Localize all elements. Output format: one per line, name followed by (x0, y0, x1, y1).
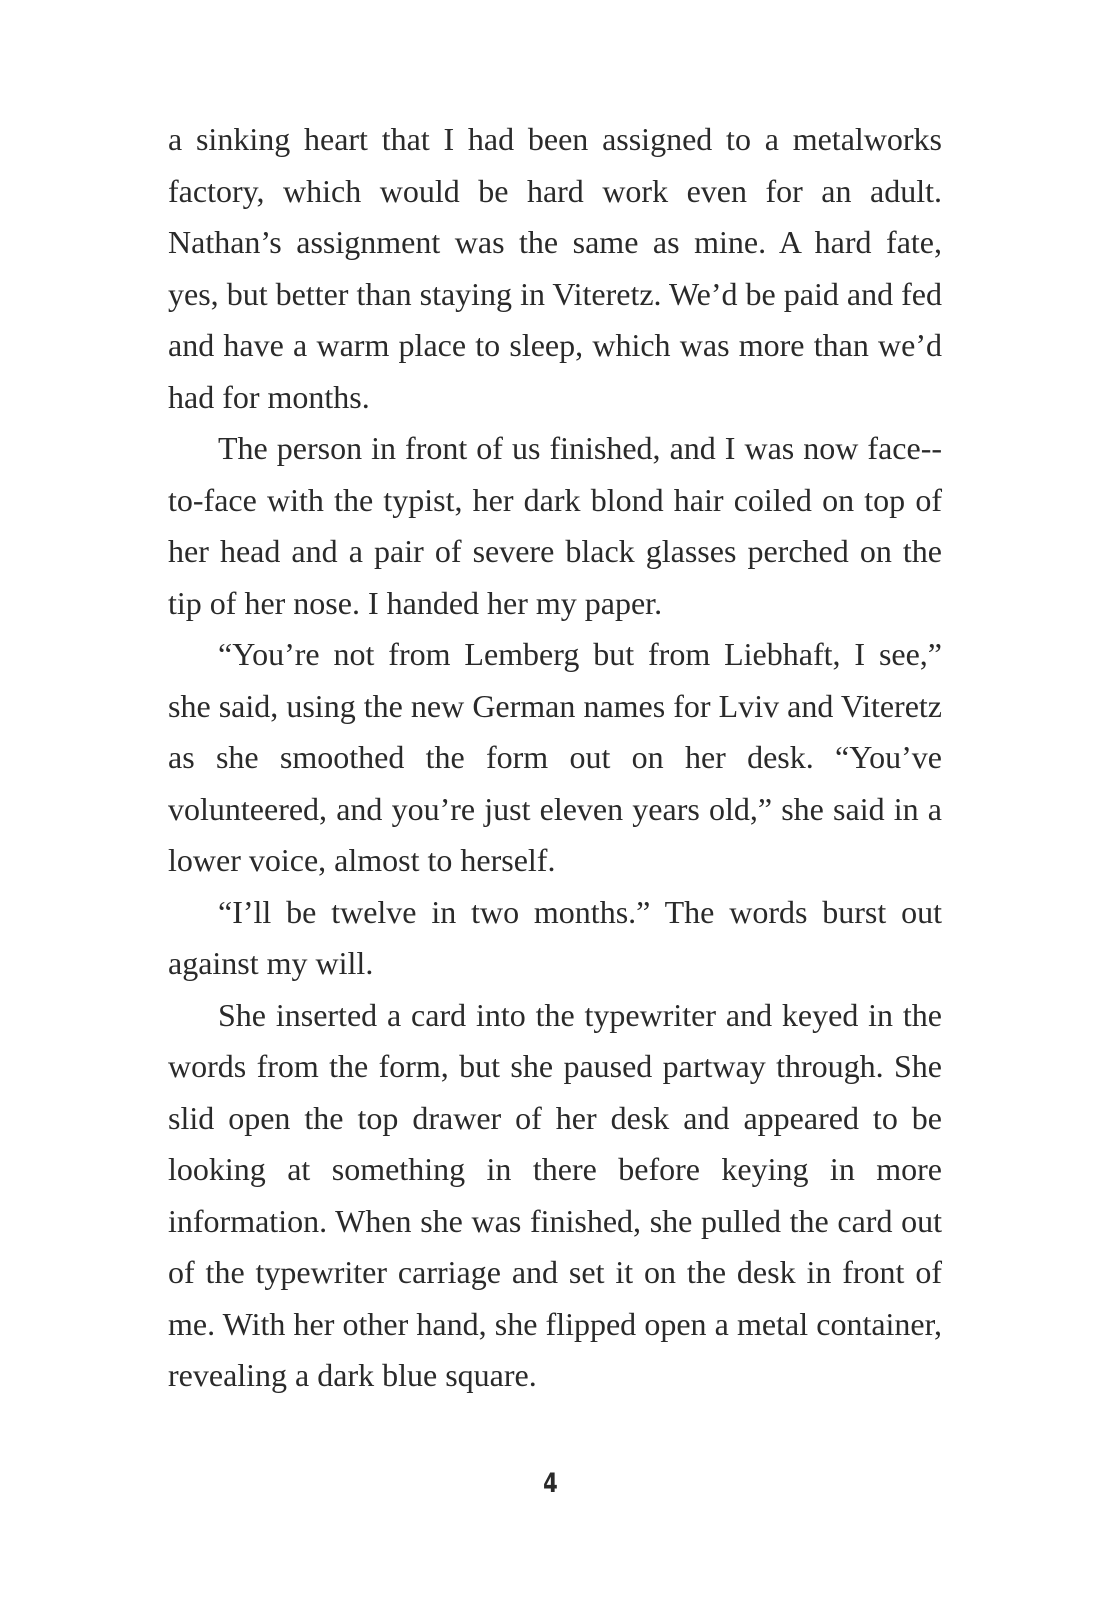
paragraph-twelve: “I’ll be twelve in two months.” The words burst out against my will. (168, 893, 942, 981)
paragraph-typist: The person in front of us finished, and I was now face-to-face with the typist, her dark blond hair coiled on top of her head and a pair of severe black glasses perched on the tip of her nose. I handed her my paper. (168, 430, 942, 621)
body-text (168, 114, 942, 1402)
paragraph-card: She inserted a card into the typewriter and keyed in the words from the form, but she paused partway through. She slid open the top drawer of her desk and appeared to be looking at something in there before keying in more information. When she was finished, she pulled the card out of the typewriter carriage and set it on the desk in front of me. With her other hand, she flipped open a metal container, revealing a dark blue square. (168, 996, 942, 1393)
page-number: 4 (543, 1468, 558, 1499)
paragraph-lemberg: “You’re not from Lemberg but from Liebhaft, I see,” she said, using the new German names for Lviv and Viteretz as she smoothed the form out on her desk. “You’ve volunteered, and you’re just eleven years old,” she said in a lower voice, almost to herself. (168, 636, 942, 878)
paragraph-continuation: a sinking heart that I had been assigned to a metalworks factory, which would be hard work even for an adult. Nathan’s assignment was the same as mine. A hard fate, yes, but better than staying in Viteretz. We’d be paid and fed and have a warm place to sleep, which was more than we’d had for months. (168, 121, 942, 415)
